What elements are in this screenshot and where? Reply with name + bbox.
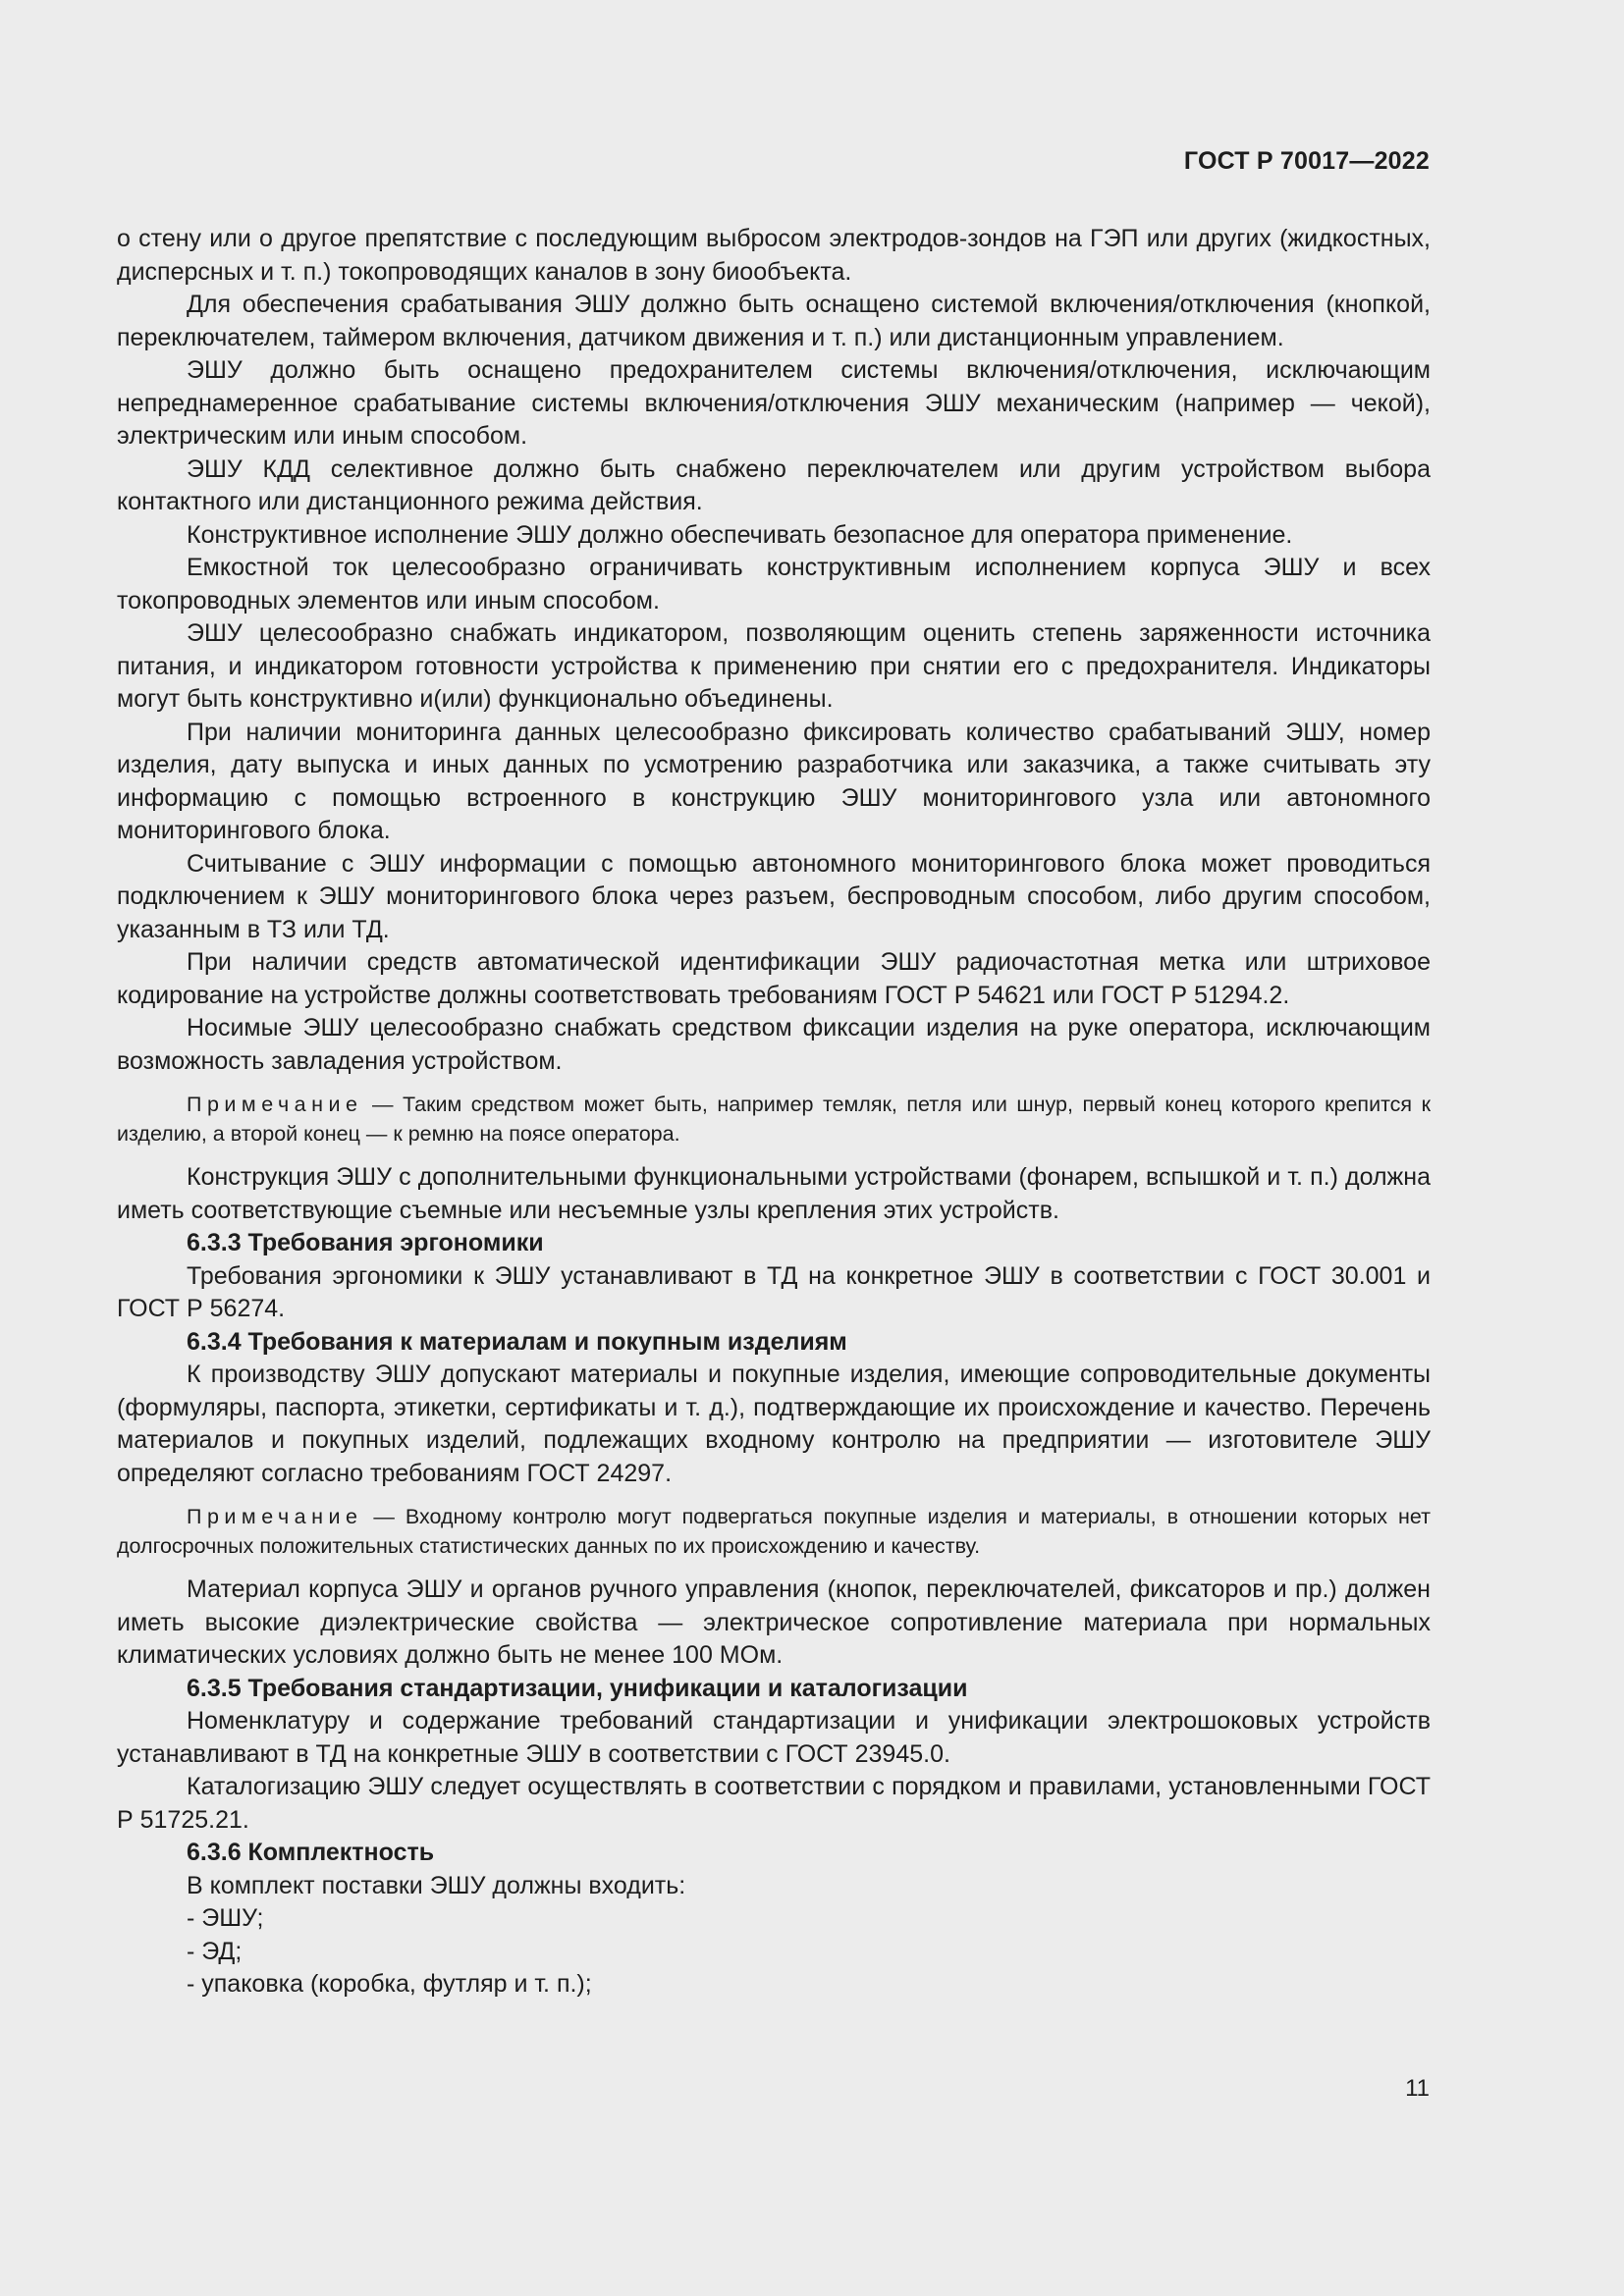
note-text: Таким средством может быть, например темляк, петля или шнур, первый конец которого крепится к изделию, а второй конец — к ремню на поясе оператора.: [117, 1093, 1431, 1146]
paragraph: Считывание с ЭШУ информации с помощью автономного мониторингового блока может проводиться подключением к ЭШУ мониторингового блока через разъем, беспроводным способом, либо другим способом, указанным в ТЗ или ТД.: [117, 849, 1431, 943]
paragraph: ЭШУ КДД селективное должно быть снабжено переключателем или другим устройством выбора контактного или дистанционного режима действия.: [117, 454, 1431, 515]
note-dash: —: [362, 1505, 406, 1528]
page-number: 11: [1405, 2075, 1430, 2102]
paragraph: Носимые ЭШУ целесообразно снабжать средством фиксации изделия на руке оператора, исключающим возможность завладения устройством.: [117, 1014, 1431, 1075]
section-heading: 6.3.5 Требования стандартизации, унификации и каталогизации: [187, 1674, 968, 1702]
paragraph: К производству ЭШУ допускают материалы и покупные изделия, имеющие сопроводительные документы (формуляры, паспорта, этикетки, сертификаты и т. д.), подтверждающие их происхождение и качество. Перечень материалов и покупных изделий, подлежащих входному контролю на предприятии — изготовителе ЭШУ определяют согласно требованиям ГОСТ 24297.: [117, 1361, 1431, 1487]
list-item: - ЭШУ;: [187, 1904, 264, 1932]
paragraph: ЭШУ целесообразно снабжать индикатором, позволяющим оценить степень заряженности источника питания, и индикатором готовности устройства к применению при снятии его с предохранителя. Индикаторы могут быть конструктивно и(или) функционально объединены.: [117, 619, 1431, 713]
list-item: - ЭД;: [187, 1937, 243, 1965]
document-body: [117, 223, 1431, 2002]
document-code-header: ГОСТ Р 70017—2022: [1183, 147, 1430, 175]
note: [117, 1502, 1431, 1561]
note: [117, 1090, 1431, 1148]
section-heading: 6.3.4 Требования к материалам и покупным изделиям: [187, 1327, 847, 1356]
list-item: - упаковка (коробка, футляр и т. п.);: [187, 1970, 592, 1998]
note-label: Примечание: [187, 1093, 363, 1116]
paragraph: Конструктивное исполнение ЭШУ должно обеспечивать безопасное для оператора применение.: [187, 520, 1293, 549]
paragraph: В комплект поставки ЭШУ должны входить:: [187, 1871, 686, 1899]
paragraph: о стену или о другое препятствие с последующим выбросом электродов-зондов на ГЭП или других (жидкостных, дисперсных и т. п.) токопроводящих каналов в зону биообъекта.: [117, 225, 1431, 286]
paragraph: При наличии средств автоматической идентификации ЭШУ радиочастотная метка или штриховое кодирование на устройстве должны соответствовать требованиям ГОСТ Р 54621 или ГОСТ Р 51294.2.: [117, 948, 1431, 1009]
note-label: Примечание: [187, 1505, 363, 1528]
paragraph: Для обеспечения срабатывания ЭШУ должно быть оснащено системой включения/отключения (кнопкой, переключателем, таймером включения, датчиком движения и т. п.) или дистанционным управлением.: [117, 291, 1431, 351]
paragraph: Конструкция ЭШУ с дополнительными функциональными устройствами (фонарем, вспышкой и т. п.) должна иметь соответствующие съемные или несъемные узлы крепления этих устройств.: [117, 1163, 1431, 1224]
paragraph: Требования эргономики к ЭШУ устанавливают в ТД на конкретное ЭШУ в соответствии с ГОСТ 30.001 и ГОСТ Р 56274.: [117, 1261, 1431, 1322]
section-heading: 6.3.6 Комплектность: [187, 1839, 435, 1866]
note-text: Входному контролю могут подвергаться покупные изделия и материалы, в отношении которых нет долгосрочных положительных статистических данных по их происхождению и качеству.: [117, 1505, 1431, 1558]
paragraph: При наличии мониторинга данных целесообразно фиксировать количество срабатываний ЭШУ, номер изделия, дату выпуска и иных данных по усмотрению разработчика или заказчика, а также считывать эту информацию с помощью встроенного в конструкцию ЭШУ мониторингового узла или автономного мониторингового блока.: [117, 718, 1431, 844]
paragraph: ЭШУ должно быть оснащено предохранителем системы включения/отключения, исключающим непреднамеренное срабатывание системы включения/отключения ЭШУ механическим (например — чекой), электрическим или иным способом.: [117, 356, 1431, 450]
section-heading: 6.3.3 Требования эргономики: [187, 1229, 544, 1256]
paragraph: Каталогизацию ЭШУ следует осуществлять в соответствии с порядком и правилами, установленными ГОСТ Р 51725.21.: [117, 1773, 1431, 1834]
paragraph: Емкостной ток целесообразно ограничивать конструктивным исполнением корпуса ЭШУ и всех токопроводных элементов или иным способом.: [117, 554, 1431, 614]
note-dash: —: [362, 1093, 403, 1116]
paragraph: Материал корпуса ЭШУ и органов ручного управления (кнопок, переключателей, фиксаторов и пр.) должен иметь высокие диэлектрические свойства — электрическое сопротивление материала при нормальных климатических условиях должно быть не менее 100 МОм.: [117, 1575, 1431, 1669]
paragraph: Номенклатуру и содержание требований стандартизации и унификации электрошоковых устройств устанавливают в ТД на конкретные ЭШУ в соответствии с ГОСТ 23945.0.: [117, 1707, 1431, 1768]
